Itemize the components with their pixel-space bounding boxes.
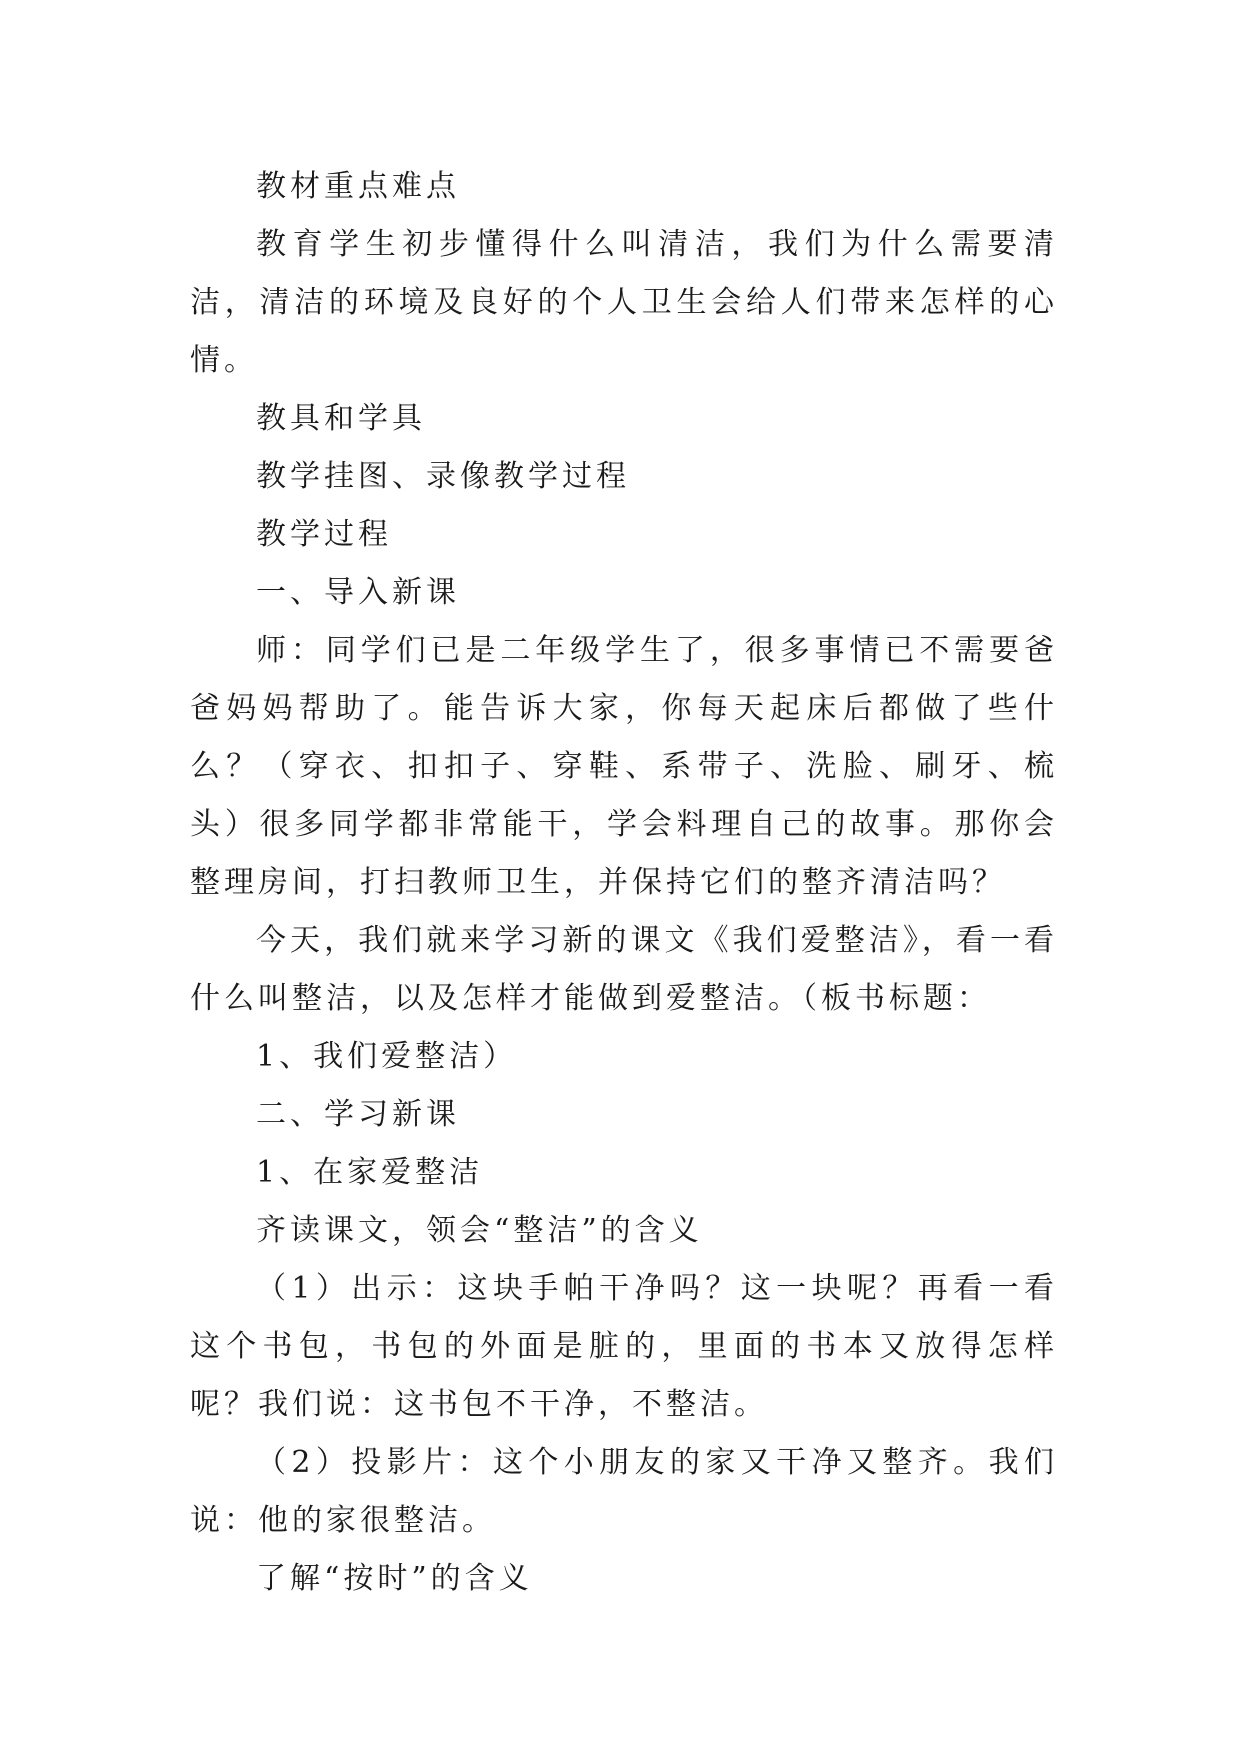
heading-teaching-process: 教学过程	[256, 517, 392, 552]
paragraph-read-text: 齐读课文，领会“整洁”的含义	[256, 1213, 703, 1248]
section-heading-new-lesson: 二、学习新课	[256, 1097, 460, 1132]
paragraph-item-1: （1）出示：这块手帕干净吗？这一块呢？再看一看这个书包，书包的外面是脏的，里面的书本又放得怎样呢？我们说：这书包不干净，不整洁。	[190, 1271, 1058, 1422]
heading-key-points: 教材重点难点	[256, 169, 460, 204]
document-body	[190, 158, 1058, 1608]
paragraph-teacher-intro: 师：同学们已是二年级学生了，很多事情已不需要爸爸妈妈帮助了。能告诉大家，你每天起床后都做了些什么？（穿衣、扣扣子、穿鞋、系带子、洗脸、刷牙、梳头）很多同学都非常能干，学会料理自己的故事。那你会整理房间，打扫教师卫生，并保持它们的整齐清洁吗？	[190, 633, 1058, 900]
section-heading-introduction: 一、导入新课	[256, 575, 460, 610]
subheading-at-home: 1、在家爱整洁	[256, 1155, 484, 1190]
paragraph-board-title: 1、我们爱整洁）	[256, 1039, 518, 1074]
paragraph-teaching-aids: 教学挂图、录像教学过程	[256, 459, 630, 494]
paragraph-item-2: （2）投影片：这个小朋友的家又干净又整齐。我们说：他的家很整洁。	[190, 1445, 1058, 1538]
paragraph-key-points: 教育学生初步懂得什么叫清洁，我们为什么需要清洁，清洁的环境及良好的个人卫生会给人们带来怎样的心情。	[190, 227, 1058, 378]
heading-teaching-aids: 教具和学具	[256, 401, 426, 436]
paragraph-on-time: 了解“按时”的含义	[256, 1561, 533, 1596]
paragraph-today: 今天，我们就来学习新的课文《我们爱整洁》，看一看什么叫整洁，以及怎样才能做到爱整洁。（板书标题：	[190, 923, 1058, 1016]
